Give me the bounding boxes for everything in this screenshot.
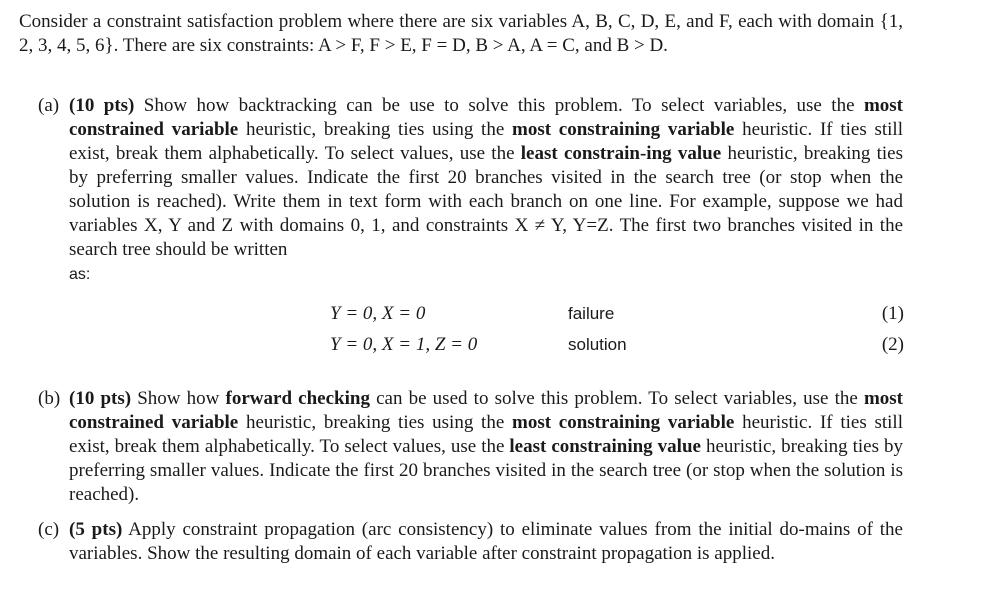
example-status: solution bbox=[568, 335, 627, 354]
example-number: (2) bbox=[881, 334, 904, 355]
part-b-text-2: can be used to solve this problem. To select variables, use the bbox=[369, 388, 864, 409]
part-a-text bbox=[69, 94, 903, 287]
part-a-label: (a) bbox=[38, 95, 60, 116]
part-b-bold-4: least constraining value bbox=[509, 436, 701, 457]
part-c-text-1: Apply constraint propagation (arc consistency) to eliminate values from the initial do-mains of the variables. Show the resulting domain of each variable after constraint propagation is applied. bbox=[69, 519, 903, 564]
part-a-bold-1: most constrained variable bbox=[69, 95, 903, 140]
part-b-bold-3: most constraining variable bbox=[512, 412, 735, 433]
example-number: (1) bbox=[881, 303, 904, 324]
part-b-points: (10 pts) bbox=[69, 388, 132, 409]
part-a-bold-2: most constraining variable bbox=[512, 119, 735, 140]
part-b-bold-2: most constrained variable bbox=[69, 388, 903, 433]
part-b-text-5: heuristic, breaking ties by preferring smaller values. Indicate the first 20 branches visited in the search tree (or stop when the solution is reached). bbox=[69, 436, 903, 505]
part-a-text-3: heuristic. If ties still exist, break them alphabetically. To select values, use the bbox=[69, 119, 903, 164]
part-a-text-4: heuristic, breaking ties by preferring smaller values. Indicate the first 20 branches visited in the search tree (or stop when the solution is reached). Write them in text form with each branch on one line. For example, suppose we had variables X, Y and Z with domains 0, 1, and constraints X ≠ Y, Y=Z. The first two branches visited in the search tree should be written bbox=[69, 143, 904, 260]
part-a bbox=[19, 94, 903, 287]
part-b bbox=[19, 387, 903, 507]
part-c-points: (5 pts) bbox=[69, 519, 123, 540]
part-c bbox=[19, 518, 903, 566]
part-a-text-5: as: bbox=[69, 266, 91, 283]
example-row bbox=[330, 333, 904, 359]
part-b-label: (b) bbox=[38, 388, 61, 409]
part-b-bold-1: forward checking bbox=[225, 388, 370, 409]
part-a-bold-3: least constrain-ing value bbox=[520, 143, 722, 164]
part-b-text-3: heuristic, breaking ties using the bbox=[238, 412, 512, 433]
example-branches bbox=[330, 302, 904, 362]
part-a-text-2: heuristic, breaking ties using the bbox=[238, 119, 512, 140]
part-a-points: (10 pts) bbox=[69, 95, 135, 116]
part-c-label: (c) bbox=[38, 519, 60, 540]
part-b-text-1: Show how bbox=[131, 388, 226, 409]
part-b-text bbox=[69, 387, 903, 507]
problem-intro: Consider a constraint satisfaction problem where there are six variables A, B, C, D, E, and F, each with domain {1, 2, 3, 4, 5, 6}. There are six constraints: A > F, F > E, F = D, B > A, A = C, and B > D. bbox=[19, 11, 903, 56]
example-status: failure bbox=[568, 304, 615, 323]
example-expression: Y = 0, X = 1, Z = 0 bbox=[330, 334, 478, 355]
part-b-text-4: heuristic. If ties still exist, break them alphabetically. To select values, use the bbox=[69, 412, 903, 457]
part-c-text bbox=[69, 518, 903, 566]
example-row bbox=[330, 302, 904, 328]
example-expression: Y = 0, X = 0 bbox=[330, 303, 426, 324]
part-a-text-1: Show how backtracking can be use to solve this problem. To select variables, use the bbox=[134, 95, 864, 116]
